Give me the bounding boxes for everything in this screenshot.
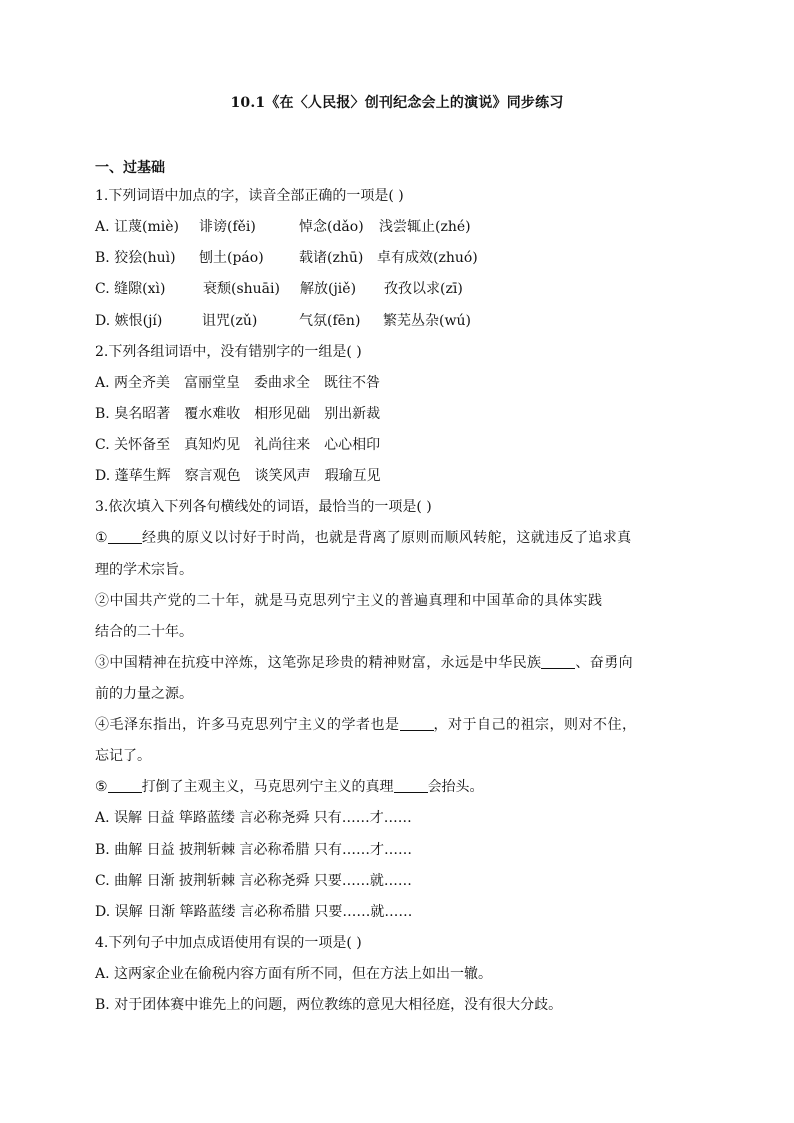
q2-stem: 2.下列各组词语中，没有错别字的一组是( ) (95, 344, 362, 360)
q3-sentence-3 (95, 653, 633, 673)
q3-s4-text: ④毛泽东指出，许多马克思列宁主义的学者也是 (95, 717, 400, 733)
q3-stem: 3.依次填入下列各句横线处的词语，最恰当的一项是( ) (95, 499, 432, 515)
q3-blank-1 (108, 529, 142, 544)
q3-blank-5b (394, 778, 428, 793)
q1-b-4: 卓有成效(zhuó) (377, 250, 478, 266)
q4-stem: 4.下列句子中加点成语使用有误的一项是( ) (95, 935, 362, 951)
q3-s1-number: ① (95, 530, 108, 546)
q1-option-d (95, 311, 471, 331)
q3-blank-4 (400, 716, 434, 731)
q1-c-4: 孜孜以求(zī) (384, 281, 463, 297)
q3-s3-text-b: 、奋勇向 (575, 655, 634, 671)
q3-s5-text-b: 会抬头。 (427, 779, 484, 795)
q2-option-a: A. 两全齐美 富丽堂皇 委曲求全 既往不咎 (95, 375, 381, 391)
q1-b-3: 载诸(zhū) (299, 250, 364, 266)
q2-option-c: C. 关怀备至 真知灼见 礼尚往来 心心相印 (95, 437, 381, 453)
q1-option-b (95, 248, 478, 268)
q3-blank-5a (108, 778, 142, 793)
q3-sentence-4-cont: 忘记了。 (95, 748, 151, 764)
q3-s5-text: 打倒了主观主义，马克思列宁主义的真理 (141, 779, 394, 795)
q3-s5-number: ⑤ (95, 779, 108, 795)
q3-option-d: D. 误解 日渐 筚路蓝缕 言必称希腊 只要……就…… (95, 904, 413, 920)
q1-d-4: 繁芜丛杂(wú) (383, 313, 471, 329)
q3-sentence-2-cont: 结合的二十年。 (95, 624, 193, 640)
q1-option-a (95, 217, 471, 237)
q1-a-1: A. 讧蔑(miè) (95, 219, 179, 235)
q3-s3-text: ③中国精神在抗疫中淬炼，这笔弥足珍贵的精神财富，永远是中华民族 (95, 655, 542, 671)
q1-option-c (95, 279, 463, 299)
q3-sentence-4 (95, 715, 637, 735)
q1-b-2: 刨土(páo) (199, 250, 264, 266)
q2-option-d: D. 蓬荜生辉 察言观色 谈笑风声 瑕瑜互见 (95, 468, 381, 484)
q3-option-c: C. 曲解 日渐 披荆斩棘 言必称尧舜 只要……就…… (95, 873, 412, 889)
q1-a-4: 浅尝辄止(zhé) (379, 219, 471, 235)
q3-sentence-3-cont: 前的力量之源。 (95, 686, 193, 702)
q3-sentence-5 (95, 777, 484, 797)
q1-d-2: 诅咒(zǔ) (202, 313, 258, 329)
q4-option-a: A. 这两家企业在偷税内容方面有所不同，但在方法上如出一辙。 (95, 966, 493, 982)
q1-c-3: 解放(jiě) (300, 281, 357, 297)
q1-c-2: 衰颓(shuāi) (203, 281, 280, 297)
q1-b-1: B. 狡狯(huì) (95, 250, 176, 266)
q1-d-3: 气氛(fēn) (299, 313, 361, 329)
q3-blank-3 (541, 654, 575, 669)
q1-stem: 1.下列词语中加点的字，读音全部正确的一项是( ) (95, 188, 404, 204)
q3-option-b: B. 曲解 日益 披荆斩棘 言必称希腊 只有……才…… (95, 842, 412, 858)
q2-option-b: B. 臭名昭著 覆水难收 相形见础 别出新裁 (95, 406, 381, 422)
q1-a-2: 诽谤(fěi) (199, 219, 256, 235)
q1-a-3: 悼念(dǎo) (299, 219, 364, 235)
q3-option-a: A. 误解 日益 筚路蓝缕 言必称尧舜 只有……才…… (95, 810, 412, 826)
q1-c-1: C. 缝隙(xì) (95, 281, 166, 297)
q3-sentence-1-cont: 理的学术宗旨。 (95, 562, 193, 578)
page-title: 10.1《在〈人民报〉创刊纪念会上的演说》同步练习 (230, 95, 564, 111)
q3-s4-text-b: ，对于自己的祖宗，则对不住， (433, 717, 637, 733)
q1-d-1: D. 嫉恨(jí) (95, 313, 163, 329)
q4-option-b: B. 对于团体赛中谁先上的问题，两位教练的意见大相径庭，没有很大分歧。 (95, 997, 563, 1013)
q3-sentence-2: ②中国共产党的二十年，就是马克思列宁主义的普遍真理和中国革命的具体实践 (95, 593, 603, 609)
q3-s1-text: 经典的原义以讨好于时尚，也就是背离了原则而顺风转舵，这就违反了追求真 (141, 530, 632, 546)
q3-sentence-1 (95, 528, 632, 548)
section-heading: 一、过基础 (95, 160, 165, 176)
